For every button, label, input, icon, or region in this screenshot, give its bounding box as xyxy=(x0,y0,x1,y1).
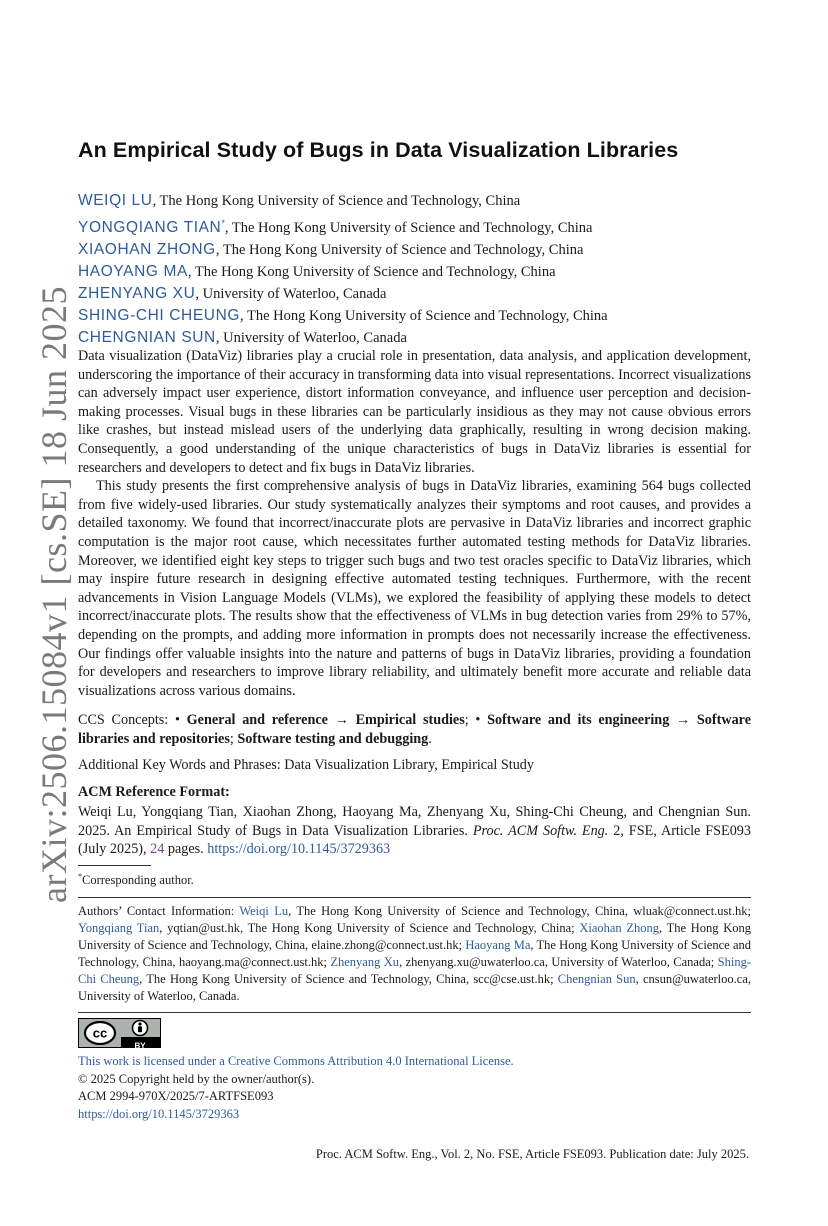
contact-details: , The Hong Kong University of Science and Technology, China, wluak@connect.ust.hk; xyxy=(288,904,751,918)
author-affiliation: , The Hong Kong University of Science and Technology, China xyxy=(240,307,608,324)
author-name[interactable]: XIAOHAN ZHONG xyxy=(78,240,216,258)
keywords: Additional Key Words and Phrases: Data Visualization Library, Empirical Study xyxy=(78,757,534,773)
contact-details: , The Hong Kong University of Science and Technology, China, scc@cse.ust.hk; xyxy=(139,972,558,986)
cc-circle-icon xyxy=(83,1021,117,1045)
ccs-concept: Software and its engineering xyxy=(487,712,670,728)
author-line xyxy=(78,327,608,349)
author-name[interactable]: HAOYANG MA xyxy=(78,262,188,280)
ccs-concepts xyxy=(78,711,751,748)
abstract xyxy=(78,347,751,700)
ccs-bullet: • xyxy=(174,712,187,728)
corresponding-author-mark: * xyxy=(221,217,225,228)
author-affiliation: , University of Waterloo, Canada xyxy=(215,329,407,346)
ccs-separator: ; xyxy=(464,712,476,728)
contact-author-link[interactable]: Shing-Chi Cheung xyxy=(78,955,752,986)
ccs-end: . xyxy=(428,730,432,747)
ccs-concept: General and reference xyxy=(186,712,328,728)
reference-text: 2, FSE, Article FSE093 (July 2025), xyxy=(78,822,751,858)
footnote-mark: * xyxy=(78,872,82,881)
author-line xyxy=(78,305,608,327)
by-badge-text: BY xyxy=(134,1041,146,1050)
paper-title: An Empirical Study of Bugs in Data Visualization Libraries xyxy=(78,138,679,162)
ccs-arrow: → xyxy=(669,712,697,728)
author-line xyxy=(78,261,608,283)
contact-details: , yqtian@ust.hk, The Hong Kong University of Science and Technology, China; xyxy=(159,921,580,935)
contact-details: , The Hong Kong University of Science and Technology, China, haoyang.ma@connect.ust.hk; xyxy=(78,938,751,969)
divider xyxy=(78,1012,751,1013)
author-affiliation: , The Hong Kong University of Science and Technology, China xyxy=(224,219,593,236)
license-doi-link[interactable]: https://doi.org/10.1145/3729363 xyxy=(78,1106,240,1121)
contact-author-link[interactable]: Weiqi Lu xyxy=(239,904,289,918)
contact-details: , The Hong Kong University of Science and Technology, China, elaine.zhong@connect.ust.hk; xyxy=(78,921,751,952)
copyright-notice: © 2025 Copyright held by the owner/author(s). xyxy=(78,1071,315,1086)
contact-author-link[interactable]: Haoyang Ma xyxy=(465,938,531,952)
journal-name: Proc. ACM Softw. Eng. xyxy=(472,822,609,839)
author-affiliation: , The Hong Kong University of Science and Technology, China xyxy=(152,192,521,209)
license-link[interactable]: This work is licensed under a Creative Commons Attribution 4.0 International License. xyxy=(78,1054,514,1068)
footnote xyxy=(78,872,194,888)
author-affiliation: , The Hong Kong University of Science and Technology, China xyxy=(215,241,584,258)
author-list xyxy=(78,184,608,349)
contact-details: , cnsun@uwaterloo.ca, University of Waterloo, Canada. xyxy=(78,972,751,1003)
contact-author-link[interactable]: Zhenyang Xu xyxy=(330,955,400,969)
cc-logo-icon xyxy=(79,1019,121,1047)
author-name[interactable]: SHING-CHI CHEUNG xyxy=(78,306,241,324)
contact-details: , zhenyang.xu@uwaterloo.ca, University of Waterloo, Canada; xyxy=(399,955,718,969)
ccs-bullet: • xyxy=(475,712,488,728)
ccs-separator: ; xyxy=(229,730,238,747)
reference-text: pages. xyxy=(164,841,208,858)
contact-author-link[interactable]: Chengnian Sun xyxy=(557,972,636,986)
reference-heading: ACM Reference Format: xyxy=(78,784,230,800)
abstract-paragraph: Data visualization (DataViz) libraries play a crucial role in presentation, data analysis, and application development, underscoring the importance of their accuracy in transforming data into visual representations. Incorrect visualizations can adversely impact user experience, distort information conveyance, and influence user perception and decision-making processes. Visual bugs in these libraries can be particularly insidious as they may not cause obvious errors like crashes, but instead mislead users of the underlying data graphically, resulting in wrong decision making. Consequently, a good understanding of the unique characteristics of bugs in DataViz libraries is essential for researchers and developers to detect and fix bugs in DataViz libraries. xyxy=(78,348,751,476)
footnote-text: Corresponding author. xyxy=(82,873,194,888)
license-block xyxy=(78,1053,514,1123)
abstract-paragraph: This study presents the first comprehensive analysis of bugs in DataViz libraries, examining 564 bugs collected from five widely-used libraries. Our study systematically analyzes their symptoms and root causes, and provides a detailed taxonomy. We found that incorrect/inaccurate plots are pervasive in DataViz libraries and incorrect graphic computation is the major root cause, which necessitates further automated testing methods for DataViz libraries. Moreover, we identified eight key steps to trigger such bugs and two test oracles specific to DataViz libraries, which may inspire future research in designing effective automated testing techniques. Furthermore, with the recent advancements in Vision Language Models (VLMs), we explored the feasibility of applying these models to detect incorrect/inaccurate plots. The results show that the effectiveness of VLMs in bug detection varies from 29% to 57%, depending on the prompts, and adding more information in prompts does not necessarily increase the effectiveness. Our findings offer valuable insights into the nature and patterns of bugs in DataViz libraries, providing a foundation for developers and researchers to improve library reliability, and ultimately benefit more accurate and reliable data visualizations across various domains. xyxy=(78,478,751,699)
ccs-label: CCS Concepts: xyxy=(78,712,175,728)
by-stripe xyxy=(121,1037,160,1050)
divider xyxy=(78,897,751,898)
author-line xyxy=(78,184,608,212)
by-label-icon xyxy=(121,1040,159,1050)
contact-information xyxy=(78,903,751,1005)
author-name[interactable]: YONGQIANG TIAN xyxy=(78,218,222,236)
author-affiliation: , University of Waterloo, Canada xyxy=(195,285,387,302)
cc-badge-text: cc xyxy=(92,1025,108,1041)
ccs-arrow: → xyxy=(327,712,356,728)
author-line xyxy=(78,239,608,261)
reference-format xyxy=(78,803,751,859)
ccs-concept: Empirical studies xyxy=(355,712,465,728)
acm-identifier: ACM 2994-970X/2025/7-ARTFSE093 xyxy=(78,1089,274,1103)
author-name[interactable]: CHENGNIAN SUN xyxy=(78,328,216,346)
reference-text: Weiqi Lu, Yongqiang Tian, Xiaohan Zhong, Haoyang Ma, Zhenyang Xu, Shing-Chi Cheung, and Chengnian Sun. 2025. An Empirical Study of Bugs in Data Visualization Libraries. xyxy=(78,804,751,839)
contact-author-link[interactable]: Xiaohan Zhong xyxy=(579,921,659,935)
doi-link[interactable]: https://doi.org/10.1145/3729363 xyxy=(207,841,391,858)
page-footer: Proc. ACM Softw. Eng., Vol. 2, No. FSE, Article FSE093. Publication date: July 2025. xyxy=(315,1147,749,1161)
author-name[interactable]: WEIQI LU xyxy=(78,191,153,209)
author-line xyxy=(78,283,608,305)
author-name[interactable]: ZHENYANG XU xyxy=(78,284,196,302)
page-count-link[interactable]: 24 xyxy=(150,841,165,858)
author-affiliation: , The Hong Kong University of Science and Technology, China xyxy=(187,263,556,280)
contact-prefix: Authors’ Contact Information: xyxy=(78,904,240,918)
arxiv-identifier: arXiv:2506.15084v1 [cs.SE] 18 Jun 2025 xyxy=(34,286,74,903)
person-icon xyxy=(121,1019,159,1037)
author-line xyxy=(78,212,608,239)
cc-by-license-badge[interactable] xyxy=(78,1018,161,1048)
contact-author-link[interactable]: Yongqiang Tian xyxy=(78,921,160,935)
ccs-concept: Software testing and debugging xyxy=(237,730,429,747)
ccs-concept: Software libraries and repositories xyxy=(78,712,752,747)
footnote-divider xyxy=(78,865,151,866)
